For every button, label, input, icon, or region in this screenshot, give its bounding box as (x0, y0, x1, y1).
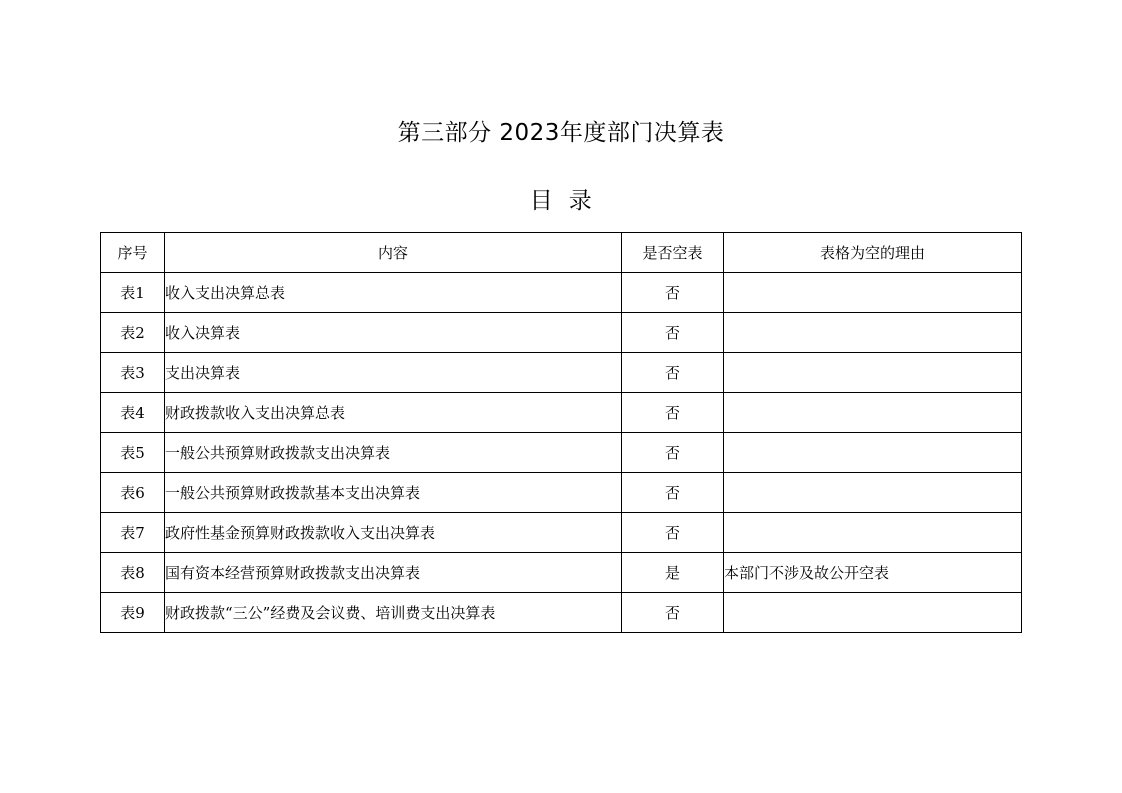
row-content: 一般公共预算财政拨款基本支出决算表 (165, 473, 622, 513)
row-is-empty: 否 (622, 513, 724, 553)
table-row (101, 273, 1022, 313)
row-content: 支出决算表 (165, 353, 622, 393)
header-reason: 表格为空的理由 (724, 233, 1022, 273)
header-is-empty: 是否空表 (622, 233, 724, 273)
row-content: 一般公共预算财政拨款支出决算表 (165, 433, 622, 473)
row-reason: 本部门不涉及故公开空表 (724, 553, 1022, 593)
table-row (101, 313, 1022, 353)
row-content: 财政拨款“三公”经费及会议费、培训费支出决算表 (165, 593, 622, 633)
row-reason (724, 353, 1022, 393)
row-reason (724, 433, 1022, 473)
row-no: 表4 (101, 393, 165, 433)
row-no: 表9 (101, 593, 165, 633)
row-no: 表5 (101, 433, 165, 473)
row-is-empty: 是 (622, 553, 724, 593)
row-is-empty: 否 (622, 313, 724, 353)
table-header-row (101, 233, 1022, 273)
row-reason (724, 513, 1022, 553)
row-reason (724, 313, 1022, 353)
row-is-empty: 否 (622, 393, 724, 433)
table-row (101, 513, 1022, 553)
row-content: 政府性基金预算财政拨款收入支出决算表 (165, 513, 622, 553)
table-row (101, 553, 1022, 593)
row-no: 表3 (101, 353, 165, 393)
header-no: 序号 (101, 233, 165, 273)
row-reason (724, 273, 1022, 313)
row-is-empty: 否 (622, 473, 724, 513)
row-reason (724, 593, 1022, 633)
row-reason (724, 473, 1022, 513)
document-title: 第三部分 2023年度部门决算表 (397, 120, 725, 146)
row-no: 表7 (101, 513, 165, 553)
table-row (101, 433, 1022, 473)
row-is-empty: 否 (622, 433, 724, 473)
row-is-empty: 否 (622, 353, 724, 393)
row-no: 表8 (101, 553, 165, 593)
row-reason (724, 393, 1022, 433)
row-no: 表2 (101, 313, 165, 353)
row-is-empty: 否 (622, 593, 724, 633)
row-is-empty: 否 (622, 273, 724, 313)
header-content: 内容 (165, 233, 622, 273)
row-no: 表1 (101, 273, 165, 313)
row-content: 收入决算表 (165, 313, 622, 353)
table-row (101, 593, 1022, 633)
table-row (101, 353, 1022, 393)
row-content: 财政拨款收入支出决算总表 (165, 393, 622, 433)
toc-heading: 目 录 (529, 188, 593, 214)
row-content: 收入支出决算总表 (165, 273, 622, 313)
toc-table (100, 232, 1022, 633)
row-no: 表6 (101, 473, 165, 513)
table-row (101, 393, 1022, 433)
row-content: 国有资本经营预算财政拨款支出决算表 (165, 553, 622, 593)
table-row (101, 473, 1022, 513)
